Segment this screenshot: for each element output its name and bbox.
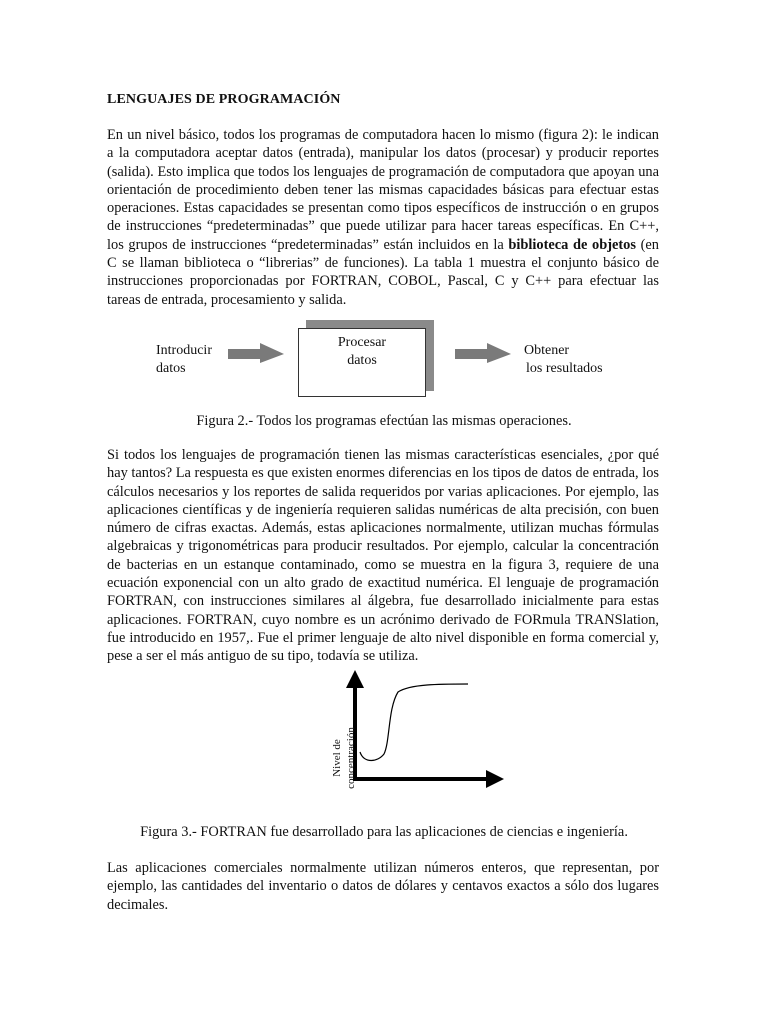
figure2-output-label: [524, 342, 603, 378]
right-arrow-icon: [226, 340, 288, 366]
figure3-ylabel: [330, 713, 366, 803]
concentration-curve: [360, 684, 468, 761]
y-axis-arrow-icon: [346, 670, 364, 688]
process-box-line1: Procesar: [337, 335, 387, 350]
paragraph-commercial: Las aplicaciones comerciales normalmente utilizan números enteros, que representan, por ejemplo, las cantidades del inventario o datos de dólares y centavos exactos a sólo dos lugares decimales.: [107, 860, 659, 913]
figure2-output-line2: los resultados: [526, 361, 603, 376]
figure2-caption: Figura 2.- Todos los programas efectúan las mismas operaciones.: [196, 413, 572, 429]
figure2-input-label: [156, 342, 212, 378]
figure2-input-line1: Introducir: [156, 343, 212, 358]
paragraph-intro-bold: biblioteca de objetos: [508, 236, 636, 253]
process-box: [298, 328, 426, 397]
paragraph-intro-part3: (en C se llaman biblioteca o “librerias” de funciones). La tabla 1: [107, 236, 659, 272]
process-box-line2: datos: [347, 353, 377, 368]
x-axis-arrow-icon: [486, 770, 504, 788]
page-title: LENGUAJES DE PROGRAMACIÓN: [107, 92, 341, 107]
paragraph-languages: Si todos los lenguajes de programación tienen las mismas características esenciales, ¿por qué hay tantos? La respuesta es que existen enormes diferencias en los tipos de datos de entrada, los cálculos necesarios y los reportes de salida requeridos por varias aplicaciones. Por ejemplo, las aplicaciones científicas y de ingeniería requieren salidas numéricas de alta precisión, con buen número de cifras exactas. Además, estas aplicaciones normalmente, utilizan muchas fórmulas algebraicas y trigonométricas para producir resultados. Por ejemplo, calcular la concentración de bacterias en un estanque contaminado, como se muestra en la figura 3, requiere de una ecuación exponencial con un alto grado de exactitud numérica. El lenguaje de programación FORTRAN, con instrucciones similares al álgebra, fue desarrollado inicialmente para estas aplicaciones. FORTRAN, cuyo nombre es un acrónimo derivado de FORmula TRANSlation, fue introducido en 1957,. Fue el primer lenguaje de alto nivel disponible en forma comercial y, pese a ser el más antiguo de su tipo, todavía se utiliza.: [107, 447, 659, 665]
figure3-caption: Figura 3.- FORTRAN fue desarrollado para las aplicaciones de ciencias e ingeniería.: [140, 824, 628, 840]
paragraph-intro: [107, 126, 659, 309]
paragraph-intro-part4: muestra el conjunto básico de instrucciones proporcionadas por FORTRAN, COBOL, Pascal, C y C++ para efectuar las tareas de entrada, procesamiento y salida.: [107, 255, 659, 308]
right-arrow-icon: [453, 340, 515, 366]
figure2-input-line2: datos: [156, 361, 186, 376]
paragraph-intro-part1: En un nivel básico, todos los programas de computadora hacen lo mismo (figura 2): le indican a la computadora aceptar datos (entrada), manipular los datos (procesar) y producir reportes (salida). Esto implica que todos los lenguajes de programación de computadora que apoyan una orientación de procedimiento deben tener las mismas capacidades básicas para efectuar estas operaciones. Estas capacidades se presentan como tipos específicos de instrucción o: [107, 127, 659, 217]
figure2-output-line1: Obtener: [524, 343, 570, 358]
figure3-ylabel-line2: concentración: [345, 727, 357, 789]
paragraph-intro-part2: en grupos de instrucciones “predeterminadas” que puede utilizar para hacer tareas específicas. En C++, los grupos de instrucciones “predeterminadas” están incluidos en la: [107, 200, 659, 253]
figure3-ylabel-line1: Nivel de: [331, 739, 343, 777]
